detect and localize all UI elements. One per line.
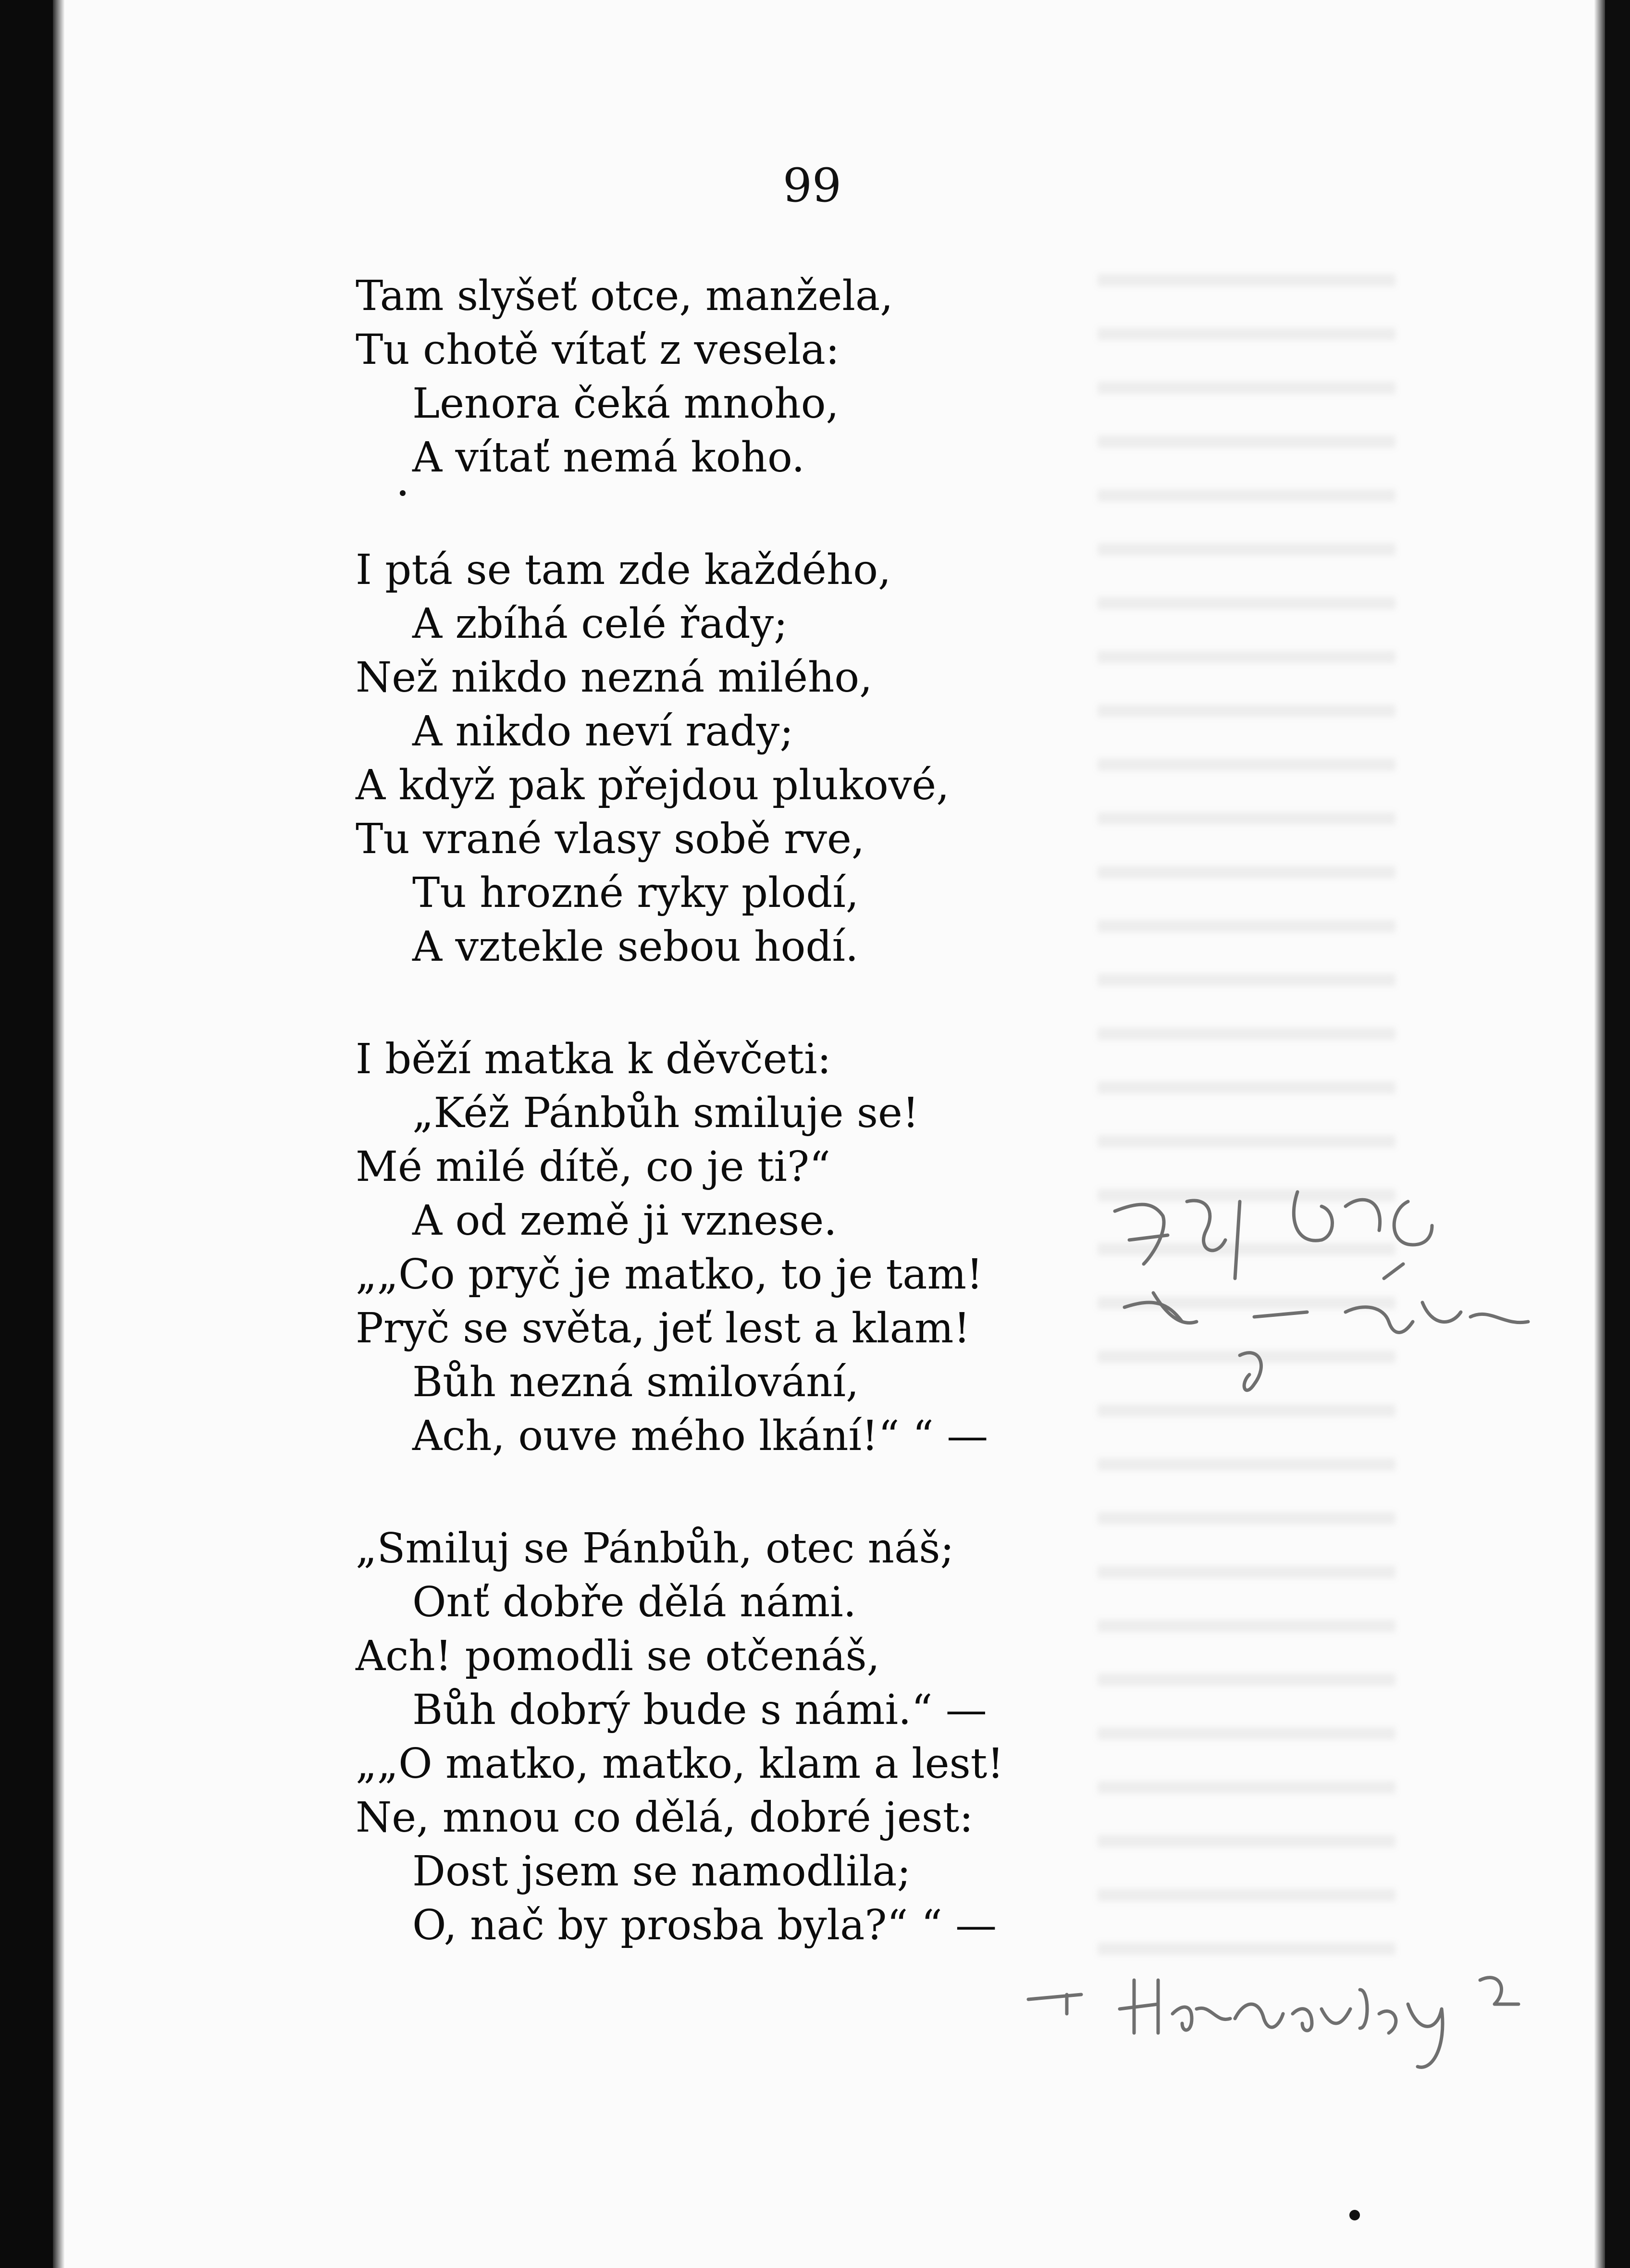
pencil-annotation-bottom bbox=[1024, 1961, 1533, 2086]
poem-line: Ach, ouve mého lkání!“ “ — bbox=[412, 1412, 988, 1460]
ink-speck bbox=[400, 490, 406, 496]
poem-line: „Kéž Pánbůh smiluje se! bbox=[412, 1089, 919, 1137]
book-edge-right bbox=[1605, 0, 1630, 2268]
poem-line: Lenora čeká mnoho, bbox=[412, 380, 839, 428]
poem-line: Bůh nezná smilování, bbox=[412, 1358, 859, 1406]
poem-line: Než nikdo nezná milého, bbox=[356, 654, 873, 702]
stanza-4 bbox=[356, 1522, 1134, 1952]
poem-line: Mé milé dítě, co je ti?“ bbox=[356, 1143, 831, 1191]
poem-line: A nikdo neví rady; bbox=[412, 707, 794, 756]
poem-line: Bůh dobrý bude s námi.“ — bbox=[412, 1686, 987, 1734]
stanza-2 bbox=[356, 543, 1134, 974]
poem-line: A když pak přejdou plukové, bbox=[356, 761, 950, 809]
poem-line: „Smiluj se Pánbůh, otec náš; bbox=[356, 1524, 954, 1573]
poem-line: I ptá se tam zde každého, bbox=[356, 546, 891, 594]
poem-line: Tam slyšeť otce, manžela, bbox=[356, 272, 893, 320]
poem-line: Pryč se světa, jeť lest a klam! bbox=[356, 1304, 971, 1352]
poem-line: Dost jsem se namodlila; bbox=[412, 1847, 911, 1896]
page-number: 99 bbox=[782, 159, 842, 212]
poem-line: Ne, mnou co dělá, dobré jest: bbox=[356, 1794, 974, 1842]
poem-line: Tu chotě vítať z vesela: bbox=[356, 326, 840, 374]
poem-line: Tu vrané vlasy sobě rve, bbox=[356, 815, 865, 863]
bleed-through-text bbox=[1098, 240, 1395, 1971]
page-edge-shadow bbox=[1594, 0, 1605, 2268]
poem-line: A zbíhá celé řady; bbox=[412, 600, 788, 648]
poem-line: I běží matka k děvčeti: bbox=[356, 1035, 831, 1083]
poem-line: „„Co pryč je matko, to je tam! bbox=[356, 1251, 983, 1299]
pencil-annotation-margin bbox=[1096, 1182, 1557, 1413]
stanza-1 bbox=[356, 269, 1134, 484]
poem-line: „„O matko, matko, klam a lest! bbox=[356, 1740, 1004, 1788]
poem-line: O, nač by prosba byla?“ “ — bbox=[412, 1901, 997, 1949]
stanza-3 bbox=[356, 1032, 1134, 1463]
book-edge-left bbox=[0, 0, 53, 2268]
poem-line: Ach! pomodli se otčenáš, bbox=[356, 1632, 880, 1680]
poem-line: A vítať nemá koho. bbox=[412, 434, 805, 482]
poem-line: A vztekle sebou hodí. bbox=[412, 923, 859, 971]
poem-text bbox=[356, 269, 1134, 2011]
poem-line: Tu hrozné ryky plodí, bbox=[412, 869, 859, 917]
ink-speck bbox=[1349, 2210, 1360, 2220]
poem-line: A od země ji vznese. bbox=[412, 1197, 837, 1245]
poem-line: Onť dobře dělá námi. bbox=[412, 1578, 857, 1626]
book-gutter-shadow bbox=[53, 0, 64, 2268]
